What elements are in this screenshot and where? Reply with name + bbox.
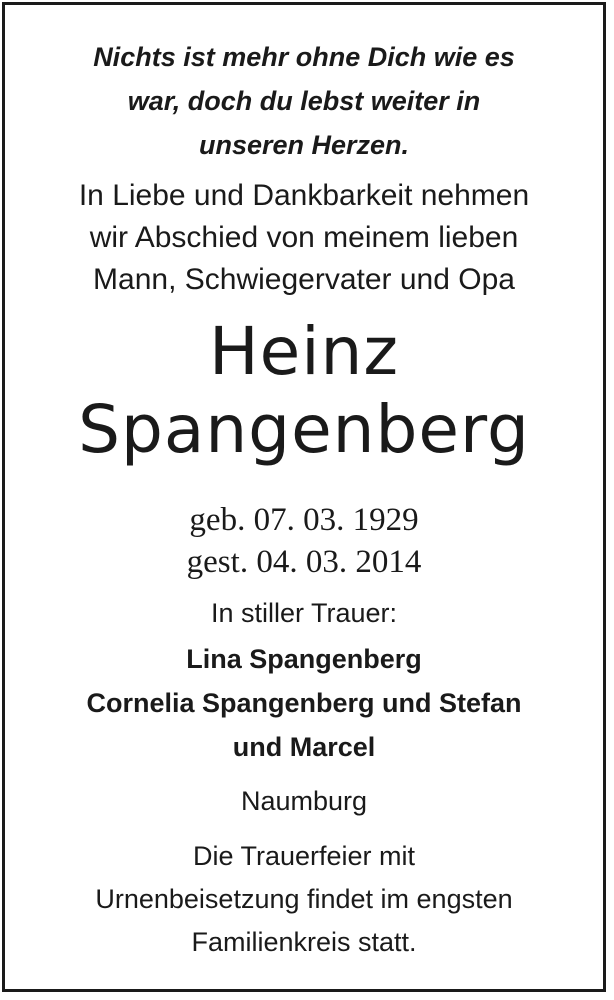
place-name: Naumburg [240,786,368,816]
ceremony-line: Urnenbeisetzung findet im engsten [95,884,513,914]
ceremony-line: Die Trauerfeier mit [192,841,416,871]
mourner-name: Cornelia Spangenberg und Stefan [86,688,522,718]
ceremony-note [5,835,603,964]
mourning-label: In stiller Trauer: [210,598,398,628]
mourners-list [5,637,603,769]
obituary-notice [2,2,606,992]
intro-text [5,175,603,301]
motto-line: war, doch du lebst weiter in [127,86,481,116]
mourner-name: Lina Spangenberg [186,644,422,674]
death-date: gest. 04. 03. 2014 [186,544,422,580]
last-name: Spangenberg [78,391,530,468]
intro-line: Mann, Schwiegervater und Opa [93,263,515,296]
intro-line: wir Abschied von meinem lieben [89,221,519,254]
motto-quote [5,35,603,167]
intro-line: In Liebe und Dankbarkeit nehmen [78,179,530,212]
motto-line: Nichts ist mehr ohne Dich wie es [93,42,515,72]
birth-date: geb. 07. 03. 1929 [189,502,419,538]
deceased-name [5,313,603,469]
first-name: Heinz [208,313,400,390]
mourner-name: und Marcel [232,732,376,762]
life-dates [5,499,603,583]
motto-line: unseren Herzen. [198,130,410,160]
ceremony-line: Familienkreis statt. [191,927,417,957]
